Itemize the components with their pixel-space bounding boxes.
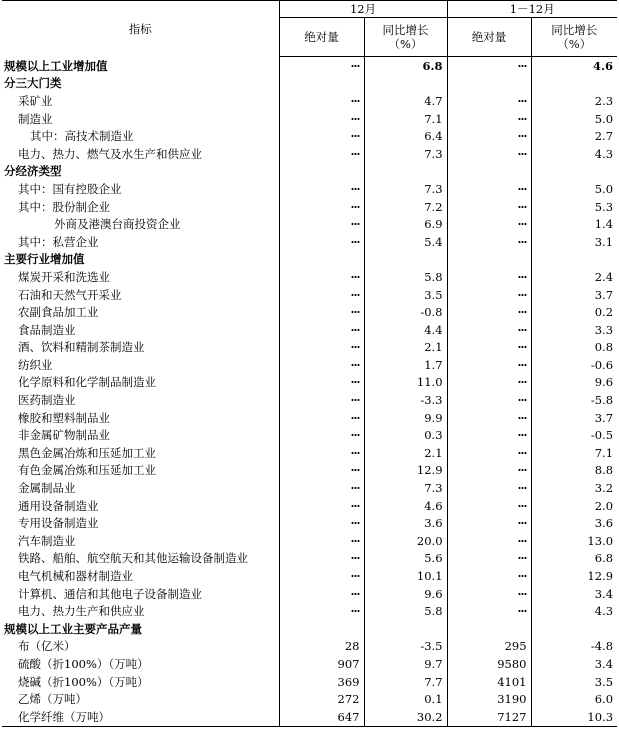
december-absolute-cell [279,251,364,269]
row-label: 石油和天然气开采业 [2,286,279,304]
row-label: 规模以上工业增加值 [2,57,279,75]
december-yoy-cell: 4.4 [364,321,447,339]
ytd-absolute-cell: 7127 [447,708,531,726]
ytd-absolute-cell: ··· [447,145,531,163]
ytd-absolute-cell: ··· [447,409,531,427]
december-yoy-cell: 12.9 [364,462,447,480]
december-absolute-cell: 28 [279,638,364,656]
december-yoy-cell: 9.9 [364,409,447,427]
december-yoy-cell: 0.3 [364,426,447,444]
row-label: 化学纤维（万吨） [2,708,279,726]
ytd-absolute-cell: ··· [447,57,531,75]
statistics-table [2,0,617,727]
ytd-absolute-cell: ··· [447,479,531,497]
ytd-yoy-cell: -0.6 [590,357,614,372]
ytd-absolute-cell: ··· [447,198,531,216]
row-label: 其中：股份制企业 [2,198,279,216]
ytd-yoy-cell: 2.3 [594,93,614,108]
ytd-absolute-cell: ··· [447,92,531,110]
ytd-absolute-cell: ··· [447,339,531,357]
row-label: 分经济类型 [2,163,279,181]
december-yoy-cell: 7.3 [364,180,447,198]
absolute-header-2: 绝对量 [447,18,531,57]
ytd-absolute-cell: ··· [447,567,531,585]
december-absolute-cell: ··· [279,321,364,339]
december-yoy-cell: 7.1 [364,110,447,128]
table-row [2,462,617,480]
december-absolute-cell: ··· [279,110,364,128]
row-label: 有色金属冶炼和压延加工业 [2,462,279,480]
row-label: 电气机械和器材制造业 [2,567,279,585]
table-row [2,215,617,233]
ytd-yoy-cell: 3.3 [594,322,614,337]
ytd-yoy-cell: 5.3 [594,199,614,214]
december-absolute-cell: ··· [279,585,364,603]
table-row [2,585,617,603]
ytd-yoy-cell: 2.7 [594,129,614,144]
december-yoy-cell: 2.1 [364,444,447,462]
row-label: 硫酸（折100%）（万吨） [2,655,279,673]
ytd-absolute-cell: ··· [447,268,531,286]
ytd-absolute-cell: ··· [447,215,531,233]
ytd-yoy-cell: 4.3 [594,146,614,161]
december-yoy-cell: 5.4 [364,233,447,251]
december-yoy-cell: 10.1 [364,567,447,585]
december-absolute-cell: ··· [279,92,364,110]
december-yoy-cell: 20.0 [364,532,447,550]
december-yoy-cell: 6.8 [364,57,447,75]
december-yoy-cell: 4.7 [364,92,447,110]
december-yoy-cell [364,620,447,638]
ytd-absolute-cell: ··· [447,321,531,339]
table-row [2,550,617,568]
december-absolute-cell: ··· [279,602,364,620]
indicator-header: 指标 [2,1,279,57]
december-absolute-cell: ··· [279,550,364,568]
table-row [2,673,617,691]
ytd-absolute-cell: ··· [447,180,531,198]
ytd-yoy-cell: 0.2 [594,305,614,320]
ytd-yoy-cell: 3.5 [594,674,614,689]
table-row [2,567,617,585]
table-row [2,180,617,198]
period-header-jan-dec: 1－12月 [447,1,617,18]
december-yoy-cell: 5.6 [364,550,447,568]
december-absolute-cell: ··· [279,497,364,515]
period-header-december: 12月 [279,1,447,18]
table-row [2,514,617,532]
ytd-absolute-cell: ··· [447,532,531,550]
row-label: 烧碱（折100%）（万吨） [2,673,279,691]
december-absolute-cell: ··· [279,426,364,444]
ytd-yoy-cell: 3.2 [594,481,614,496]
ytd-yoy-cell: 3.4 [594,586,614,601]
december-absolute-cell: ··· [279,462,364,480]
ytd-yoy-cell: 5.0 [594,181,614,196]
ytd-yoy-cell: 3.4 [594,656,614,671]
december-absolute-cell: ··· [279,215,364,233]
row-label: 酒、饮料和精制茶制造业 [2,339,279,357]
december-absolute-cell: ··· [279,57,364,75]
december-yoy-cell: 11.0 [364,374,447,392]
ytd-yoy-cell: 3.1 [594,234,614,249]
table-row [2,391,617,409]
ytd-yoy-cell: 3.7 [594,410,614,425]
table-row [2,690,617,708]
row-label: 布（亿米） [2,638,279,656]
december-absolute-cell: ··· [279,286,364,304]
december-absolute-cell: ··· [279,233,364,251]
table-row [2,638,617,656]
row-label: 其中：私营企业 [2,233,279,251]
december-absolute-cell [279,163,364,181]
ytd-absolute-cell: ··· [447,497,531,515]
december-yoy-cell: 9.7 [364,655,447,673]
table-row [2,321,617,339]
table-row [2,145,617,163]
ytd-absolute-cell: ··· [447,550,531,568]
ytd-absolute-cell: ··· [447,356,531,374]
ytd-absolute-cell: ··· [447,303,531,321]
ytd-yoy-cell: 8.8 [594,463,614,478]
december-yoy-cell: -3.3 [364,391,447,409]
ytd-yoy-cell: 2.4 [594,269,614,284]
december-absolute-cell [279,620,364,638]
row-label: 分三大门类 [2,75,279,93]
ytd-yoy-cell: -0.5 [590,428,614,443]
ytd-yoy-cell: 3.7 [594,287,614,302]
row-label: 汽车制造业 [2,532,279,550]
ytd-absolute-cell: ··· [447,391,531,409]
ytd-yoy-cell: 2.0 [594,498,614,513]
december-yoy-cell: 3.6 [364,514,447,532]
ytd-absolute-cell: 4101 [447,673,531,691]
december-yoy-cell: 7.7 [364,673,447,691]
ytd-absolute-cell: ··· [447,110,531,128]
december-absolute-cell: 647 [279,708,364,726]
row-label: 化学原料和化学制品制造业 [2,374,279,392]
december-yoy-cell: -3.5 [364,638,447,656]
december-yoy-cell: 0.1 [364,690,447,708]
ytd-absolute-cell [447,620,531,638]
table-row [2,110,617,128]
december-yoy-cell: 5.8 [364,602,447,620]
row-label: 电力、热力生产和供应业 [2,602,279,620]
december-absolute-cell: ··· [279,303,364,321]
row-label: 制造业 [2,110,279,128]
yoy-header-2: 同比增长 （%） [531,18,617,57]
row-label: 专用设备制造业 [2,514,279,532]
row-label: 电力、热力、燃气及水生产和供应业 [2,145,279,163]
december-yoy-cell: 7.3 [364,479,447,497]
row-label: 主要行业增加值 [2,251,279,269]
ytd-yoy-cell [531,75,617,93]
table-row [2,497,617,515]
table-row [2,708,617,726]
december-absolute-cell: ··· [279,514,364,532]
december-yoy-cell: 3.5 [364,286,447,304]
ytd-absolute-cell [447,75,531,93]
december-yoy-cell: 30.2 [364,708,447,726]
row-label: 其中：高技术制造业 [2,127,279,145]
ytd-yoy-cell: -5.8 [590,393,614,408]
december-absolute-cell: 907 [279,655,364,673]
table-row [2,479,617,497]
row-label: 黑色金属冶炼和压延加工业 [2,444,279,462]
ytd-absolute-cell: ··· [447,585,531,603]
row-label: 橡胶和塑料制品业 [2,409,279,427]
row-label: 其中：国有控股企业 [2,180,279,198]
ytd-absolute-cell: ··· [447,462,531,480]
december-absolute-cell: ··· [279,532,364,550]
december-yoy-cell [364,251,447,269]
table-row [2,620,617,638]
december-yoy-cell: 1.7 [364,356,447,374]
ytd-yoy-cell [531,620,617,638]
ytd-yoy-cell: 9.6 [594,375,614,390]
ytd-yoy-cell: 5.0 [594,111,614,126]
table-row [2,444,617,462]
table-row [2,57,617,75]
ytd-yoy-cell: 13.0 [587,533,614,548]
row-label: 煤炭开采和洗选业 [2,268,279,286]
table-row [2,163,617,181]
ytd-absolute-cell: ··· [447,426,531,444]
table-row [2,92,617,110]
december-absolute-cell: ··· [279,374,364,392]
ytd-yoy-cell: 6.0 [594,692,614,707]
ytd-yoy-cell: 6.8 [594,551,614,566]
row-label: 外商及港澳台商投资企业 [2,215,279,233]
row-label: 农副食品加工业 [2,303,279,321]
ytd-absolute-cell: ··· [447,286,531,304]
ytd-absolute-cell: ··· [447,233,531,251]
ytd-absolute-cell: ··· [447,444,531,462]
december-yoy-cell: 2.1 [364,339,447,357]
december-yoy-cell: 9.6 [364,585,447,603]
december-yoy-cell: 7.2 [364,198,447,216]
table-row [2,655,617,673]
ytd-yoy-cell: 1.4 [594,217,614,232]
ytd-yoy-cell: 10.3 [531,708,617,726]
ytd-yoy-cell [531,163,617,181]
ytd-absolute-cell: 3190 [447,690,531,708]
december-absolute-cell: ··· [279,356,364,374]
ytd-yoy-cell: 12.9 [587,569,614,584]
december-absolute-cell: ··· [279,198,364,216]
december-yoy-cell [364,163,447,181]
december-yoy-cell: 4.6 [364,497,447,515]
table-row [2,374,617,392]
ytd-absolute-cell: ··· [447,374,531,392]
table-row [2,198,617,216]
row-label: 非金属矿物制品业 [2,426,279,444]
december-yoy-cell: 6.9 [364,215,447,233]
table-header [2,1,617,57]
table-row [2,532,617,550]
december-absolute-cell: ··· [279,127,364,145]
december-yoy-cell: 7.3 [364,145,447,163]
ytd-yoy-cell: 0.8 [594,340,614,355]
row-label: 铁路、船舶、航空航天和其他运输设备制造业 [2,550,279,568]
december-absolute-cell: ··· [279,268,364,286]
table-row [2,251,617,269]
row-label: 乙烯（万吨） [2,690,279,708]
december-absolute-cell: ··· [279,567,364,585]
december-absolute-cell [279,75,364,93]
ytd-absolute-cell: ··· [447,127,531,145]
december-absolute-cell: 369 [279,673,364,691]
ytd-yoy-cell: 3.6 [594,516,614,531]
row-label: 金属制品业 [2,479,279,497]
row-label: 医药制造业 [2,391,279,409]
december-absolute-cell: ··· [279,479,364,497]
ytd-absolute-cell [447,251,531,269]
table-row [2,286,617,304]
ytd-absolute-cell: 295 [447,638,531,656]
ytd-yoy-cell [531,251,617,269]
table-row [2,127,617,145]
row-label: 纺织业 [2,356,279,374]
table-body [2,57,617,727]
row-label: 计算机、通信和其他电子设备制造业 [2,585,279,603]
row-label: 食品制造业 [2,321,279,339]
december-yoy-cell: 6.4 [364,127,447,145]
table-row [2,602,617,620]
row-label: 通用设备制造业 [2,497,279,515]
ytd-yoy-cell: 7.1 [594,445,614,460]
row-label: 规模以上工业主要产品产量 [2,620,279,638]
december-absolute-cell: ··· [279,391,364,409]
absolute-header-1: 绝对量 [279,18,364,57]
table-row [2,303,617,321]
ytd-absolute-cell [447,163,531,181]
december-absolute-cell: ··· [279,444,364,462]
december-absolute-cell: ··· [279,145,364,163]
yoy-header-1: 同比增长 （%） [364,18,447,57]
december-yoy-cell: -0.8 [364,303,447,321]
ytd-yoy-cell: 4.6 [593,58,614,73]
ytd-yoy-cell: 4.3 [594,604,614,619]
row-label: 采矿业 [2,92,279,110]
table-row [2,268,617,286]
table-row [2,356,617,374]
table-row [2,409,617,427]
december-absolute-cell: ··· [279,339,364,357]
december-absolute-cell: 272 [279,690,364,708]
ytd-absolute-cell: ··· [447,514,531,532]
ytd-absolute-cell: 9580 [447,655,531,673]
december-absolute-cell: ··· [279,409,364,427]
december-yoy-cell: 5.8 [364,268,447,286]
table-row [2,426,617,444]
table-row [2,339,617,357]
december-yoy-cell [364,75,447,93]
table-row [2,233,617,251]
december-absolute-cell: ··· [279,180,364,198]
table-row [2,75,617,93]
ytd-yoy-cell: -4.8 [590,639,614,654]
ytd-absolute-cell: ··· [447,602,531,620]
